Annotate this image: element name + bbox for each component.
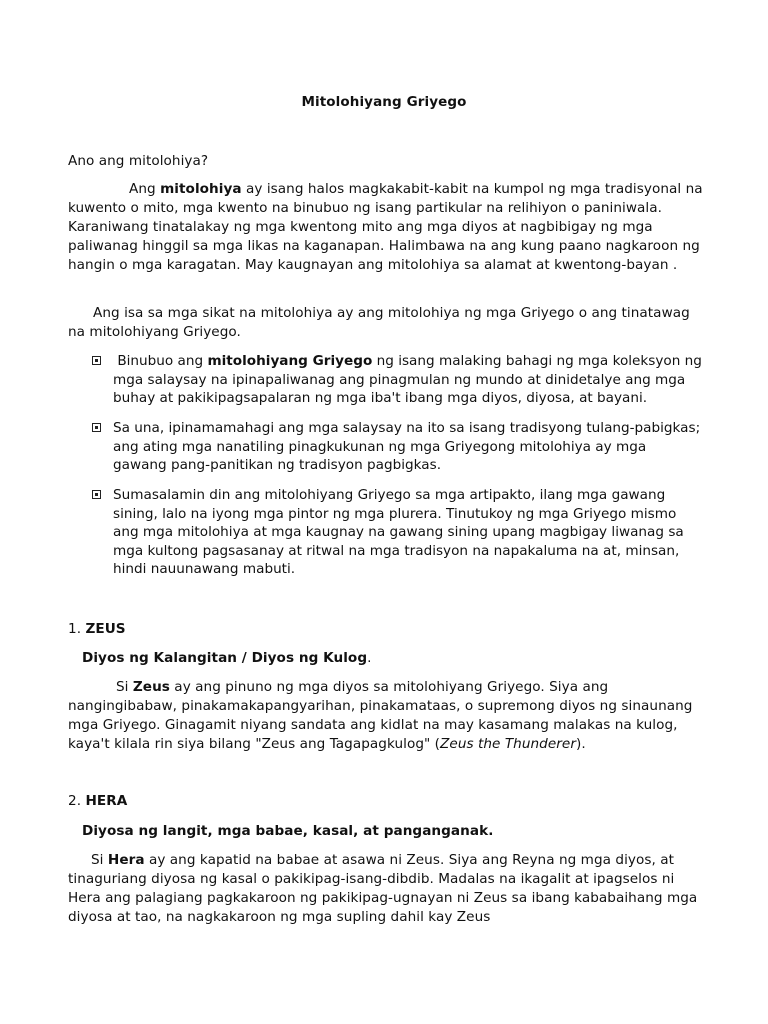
intro-paragraph [68, 180, 708, 275]
zeus-p-pre: Si [116, 679, 133, 695]
bullet-1-post: ng isang malaking bahagi ng mga koleksyon ng mga salaysay na ipinapaliwanag ang pinagmulan ng mundo at dinidetalye ang mga buhay at pakikipagsapalaran ng mga iba't ibang mga diyos, diyosa, at bayani. [113, 353, 702, 406]
checkbox-bullet-icon [92, 356, 101, 365]
bullet-text: Sumasalamin din ang mitolohiyang Griyego sa mga artipakto, ilang mga gawang sining, lalo na iyong mga pintor ng mga plurera. Tinutukoy ng mga Griyego mismo ang mga mitolohiya at mga kaugnay na gawang sining upang magbigay liwanag sa mga kultong pagsasanay at ritwal na mga tradisyon na napakaluma na at, minsan, hindi nauunawang mabuti. [113, 487, 684, 577]
intro-rest: ay isang halos magkakabit-kabit na kumpol ng mga tradisyonal na kuwento o mito, mga kwento na binubuo ng isang partikular na relihiyon o paniniwala. Karaniwang tinatalakay ng mga kwentong mito ang mga diyos at nagbibigay ng mga paliwanag hinggil sa mga likas na kaganapan. Halimbawa na ang kung paano nagkaroon ng hangin o mga karagatan. May kaugnayan ang mitolohiya sa alamat at kwentong-bayan . [68, 181, 703, 273]
bullet-1-pre: Binubuo ang [117, 353, 208, 369]
question-heading: Ano ang mitolohiya? [68, 153, 209, 169]
hera-name: HERA [85, 793, 128, 809]
zeus-subtitle-end: . [367, 650, 372, 666]
zeus-subtitle-text: Diyos ng Kalangitan / Diyos ng Kulog [82, 650, 368, 666]
zeus-heading [68, 620, 708, 639]
intro-lead: Ang [129, 181, 156, 197]
zeus-p-mid: ay ang pinuno ng mga diyos sa mitolohiyang Griyego. Siya ang nangingibabaw, pinakamakapangyarihan, pinakamataas, o supremong diyos ng sinaunang mga Griyego. Ginagamit niyang sandata ang kidlat na may kasamang malakas na kulog, kaya't kilala rin siya bilang "Zeus ang Tagapagkulog" ( [68, 679, 693, 752]
hera-heading [68, 792, 708, 811]
bullet-1-bold: mitolohiyang Griyego [207, 353, 373, 369]
zeus-subtitle [82, 649, 722, 668]
hera-p-pre: Si [91, 852, 108, 868]
zeus-name: ZEUS [85, 621, 126, 637]
bullet-text [113, 352, 703, 408]
bullet-text: Sa una, ipinamamahagi ang mga salaysay na ito sa isang tradisyong tulang-pabigkas; ang ating mga nanatiling pinagkukunan ng mga Griyegong mitolohiya ay mga gawang pang-panitikan ng tradisyon pagbigkas. [113, 420, 701, 473]
sikat-paragraph: Ang isa sa mga sikat na mitolohiya ay ang mitolohiya ng mga Griyego o ang tinatawag na mitolohiyang Griyego. [68, 305, 690, 340]
zeus-p-name: Zeus [132, 679, 170, 695]
zeus-paragraph [68, 678, 708, 754]
hera-subtitle [82, 822, 722, 841]
document-title: Mitolohiyang Griyego [301, 94, 467, 110]
checkbox-bullet-icon [92, 423, 101, 432]
hera-p-name: Hera [107, 852, 145, 868]
hera-paragraph [68, 851, 708, 927]
hera-subtitle-text: Diyosa ng langit, mga babae, kasal, at panganganak. [82, 823, 494, 839]
intro-term: mitolohiya [160, 181, 242, 197]
zeus-p-italic: Zeus the Thunderer [440, 736, 576, 752]
hera-number: 2. [68, 793, 86, 809]
hera-p-rest: ay ang kapatid na babae at asawa ni Zeus. Siya ang Reyna ng mga diyos, at tinaguriang diyosa ng kasal o pakikipag-isang-dibdib. Madalas na ikagalit at ipagselos ni Hera ang palagiang pagkakaroon ng pakikipag-ugnayan ni Zeus sa ibang kababaihang mga diyosa at tao, na nagkakaroon ng mga supling dahil kay Zeus [68, 852, 698, 925]
checkbox-bullet-icon [92, 490, 101, 499]
zeus-number: 1. [68, 621, 86, 637]
zeus-p-end: ). [575, 736, 586, 752]
